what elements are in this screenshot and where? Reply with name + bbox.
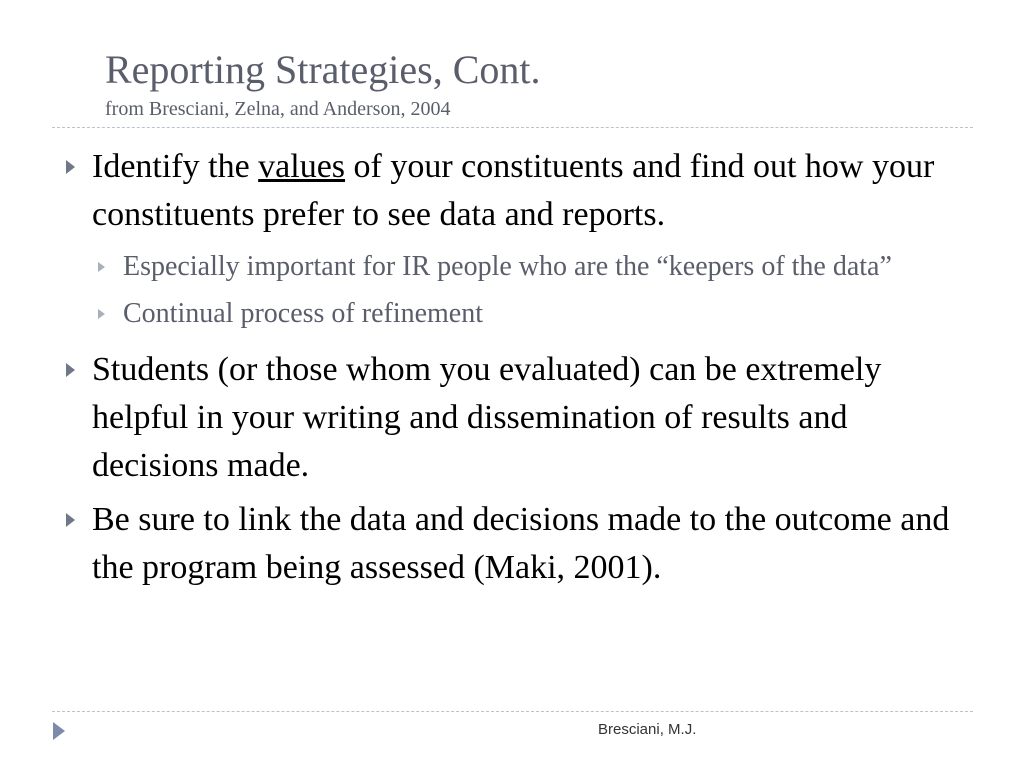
bullet-arrow-icon (66, 160, 75, 174)
header-divider (52, 127, 973, 128)
sub-bullet-text: Continual process of refinement (123, 298, 484, 329)
bullet-text-after: of your constituents and find out how your constituents prefer to see data and reports. (92, 148, 935, 233)
slide-body (58, 143, 958, 592)
sub-bullet-arrow-icon (98, 309, 105, 319)
slide-title: Reporting Strategies, Cont. (105, 47, 541, 92)
bullet-text: Students (or those whom you evaluated) can be extremely helpful in your writing and dissemination of results and decisions made. (92, 351, 882, 484)
bullet-arrow-icon (66, 513, 75, 527)
slide-subtitle: from Bresciani, Zelna, and Anderson, 2004 (105, 98, 451, 120)
bullet-students (58, 346, 958, 490)
bullet-link-data (58, 496, 958, 592)
sub-bullet-text: Especially important for IR people who are the “keepers of the data” (123, 251, 892, 282)
sub-bullet-refinement (58, 294, 958, 334)
bullet-text-before: Identify the (92, 148, 259, 185)
bullet-emphasis-values: values (258, 148, 346, 185)
footer-author: Bresciani, M.J. (598, 721, 697, 738)
bullet-arrow-icon (66, 363, 75, 377)
play-triangle-icon (53, 722, 65, 740)
bullet-identify-values (58, 143, 958, 239)
footer-divider (52, 711, 973, 712)
sub-bullet-ir-people (58, 247, 958, 287)
bullet-text: Be sure to link the data and decisions made to the outcome and the program being assessed (Maki, 2001). (92, 501, 950, 586)
sub-bullet-arrow-icon (98, 262, 105, 272)
